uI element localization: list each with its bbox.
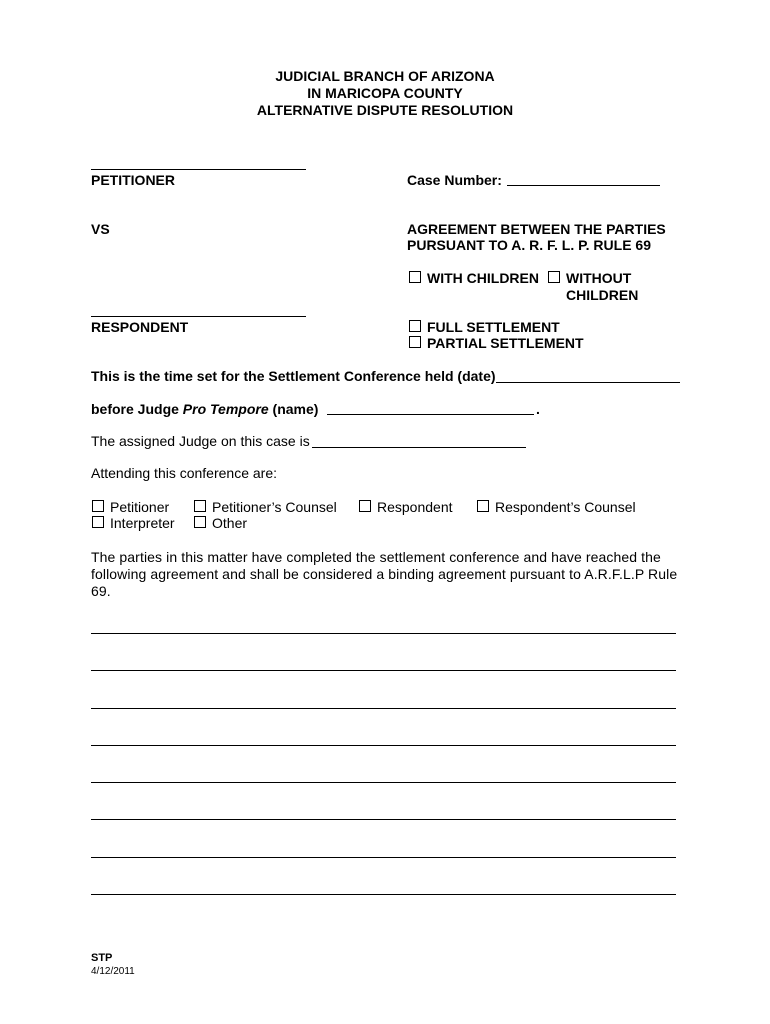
form-code: STP bbox=[91, 952, 113, 964]
agreement-title-line-1: AGREEMENT BETWEEN THE PARTIES bbox=[407, 221, 666, 237]
agreement-writing-line[interactable] bbox=[91, 894, 676, 895]
case-number-field bbox=[407, 172, 502, 189]
judge-name-period: . bbox=[536, 401, 540, 417]
respondents-counsel-label: Respondent’s Counsel bbox=[495, 499, 636, 515]
with-children-checkbox[interactable] bbox=[409, 271, 421, 283]
agreement-title-line-2: PURSUANT TO A. R. F. L. P. RULE 69 bbox=[407, 237, 652, 253]
partial-settlement-label: PARTIAL SETTLEMENT bbox=[427, 335, 584, 351]
judge-name-line[interactable] bbox=[327, 414, 534, 415]
agreement-writing-line[interactable] bbox=[91, 819, 676, 820]
case-number-line[interactable] bbox=[507, 185, 660, 186]
other-attendee-label: Other bbox=[212, 515, 248, 531]
assigned-judge-line[interactable] bbox=[312, 447, 526, 448]
petitioner-attending-checkbox[interactable] bbox=[92, 500, 104, 512]
agreement-writing-line[interactable] bbox=[91, 670, 676, 671]
agreement-writing-line[interactable] bbox=[91, 782, 676, 783]
respondent-name-line[interactable] bbox=[91, 316, 306, 317]
petitioner-label: PETITIONER bbox=[91, 172, 176, 188]
respondents-counsel-checkbox[interactable] bbox=[477, 500, 489, 512]
attending-text: Attending this conference are: bbox=[91, 465, 278, 481]
conference-date-text: This is the time set for the Settlement Conference held (date) bbox=[91, 368, 496, 384]
without-children-label-1: WITHOUT bbox=[566, 270, 632, 286]
petitioners-counsel-checkbox[interactable] bbox=[194, 500, 206, 512]
respondent-label: RESPONDENT bbox=[91, 319, 189, 335]
agreement-writing-line[interactable] bbox=[91, 633, 676, 634]
petitioners-counsel-label: Petitioner’s Counsel bbox=[212, 499, 337, 515]
full-settlement-checkbox[interactable] bbox=[409, 320, 421, 332]
interpreter-label: Interpreter bbox=[110, 515, 175, 531]
pro-tempore-text: Pro Tempore bbox=[182, 401, 269, 417]
header-line-2: IN MARICOPA COUNTY bbox=[307, 85, 463, 101]
agreement-writing-line[interactable] bbox=[91, 857, 676, 858]
agreement-writing-line[interactable] bbox=[91, 708, 676, 709]
interpreter-checkbox[interactable] bbox=[92, 516, 104, 528]
agreement-writing-line[interactable] bbox=[91, 745, 676, 746]
respondent-attending-label: Respondent bbox=[377, 499, 453, 515]
petitioner-attending-label: Petitioner bbox=[110, 499, 170, 515]
before-judge-text: before Judge bbox=[91, 401, 183, 417]
assigned-judge-text: The assigned Judge on this case is bbox=[91, 433, 310, 449]
case-number-label: Case Number: bbox=[407, 172, 502, 188]
without-children-label-2: CHILDREN bbox=[566, 287, 639, 303]
name-label: (name) bbox=[268, 401, 319, 417]
other-attendee-checkbox[interactable] bbox=[194, 516, 206, 528]
with-children-label: WITH CHILDREN bbox=[427, 270, 539, 286]
form-date: 4/12/2011 bbox=[91, 966, 135, 977]
agreement-paragraph: The parties in this matter have completed the settlement conference and have reached the following agreement and shall be considered a binding agreement pursuant to A.R.F.L.P Rule 69. bbox=[91, 549, 678, 599]
judge-pro-tempore-field bbox=[91, 401, 318, 418]
without-children-checkbox[interactable] bbox=[548, 271, 560, 283]
conference-date-line[interactable] bbox=[496, 382, 680, 383]
header-line-1: JUDICIAL BRANCH OF ARIZONA bbox=[275, 68, 495, 84]
full-settlement-label: FULL SETTLEMENT bbox=[427, 319, 560, 335]
partial-settlement-checkbox[interactable] bbox=[409, 336, 421, 348]
respondent-attending-checkbox[interactable] bbox=[359, 500, 371, 512]
header-line-3: ALTERNATIVE DISPUTE RESOLUTION bbox=[256, 102, 514, 118]
vs-label: VS bbox=[91, 221, 110, 237]
petitioner-name-line[interactable] bbox=[91, 169, 306, 170]
